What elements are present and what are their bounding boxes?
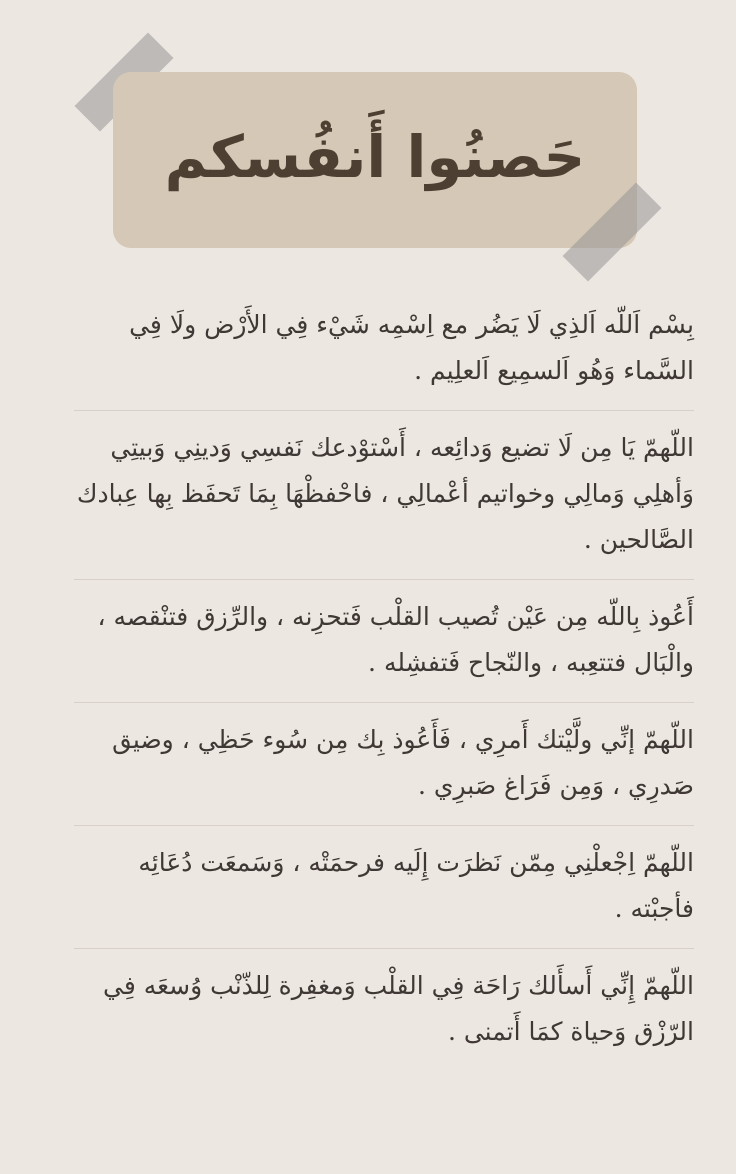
dua-item: بِسْم اَللّه اَلذِي لَا يَضُر مع اِسْمِه شَيْء فِي الأَرْض ولَا فِي السَّماء وَهُو اَلسمِيع اَلعلِيم . [74,288,694,411]
dua-item: اللّهمّ إِنِّي أَسأَلك رَاحَة فِي القلْب وَمغفِرة لِلذّنْب وُسعَه فِي الرّزْق وَحياة كمَا أَتمنى . [102,971,694,1046]
dua-item: اللّهمّ يَا مِن لَا تضيع وَدائِعه ، أَسْتوْدعك نَفسِي وَدينِي وَبيتِي وَأهلِي وَمالِي وخواتيم أعْمالِي ، فاحْفظْهَا بِمَا تَحفَظ بِها عِبادك الصَّالحين . [74,411,694,580]
dua-item: أَعُوذ بِاللّه مِن عَيْن تُصيب القلْب فَتحزِنه ، والرِّزق فتنْقصه ، والْبَال فتتعِبه ، والنّجاح فَتفشِله . [74,580,694,703]
dua-list [74,288,694,1071]
dua-item: اللّهمّ إنِّي ولَّيْتك أَمرِي ، فَأَعُوذ بِك مِن سُوء حَظِي ، وضيق صَدرِي ، وَمِن فَرَاغ صَبرِي . [74,703,694,826]
page-title: حَصنُوا أَنفُسكم [164,123,586,191]
title-card [113,72,637,248]
dua-item: اللّهمّ اِجْعلْنِي مِمّن نَظرَت إِلَيه فرحمَتْه ، وَسَمعَت دُعَائِه فأجبْته . [74,826,694,949]
